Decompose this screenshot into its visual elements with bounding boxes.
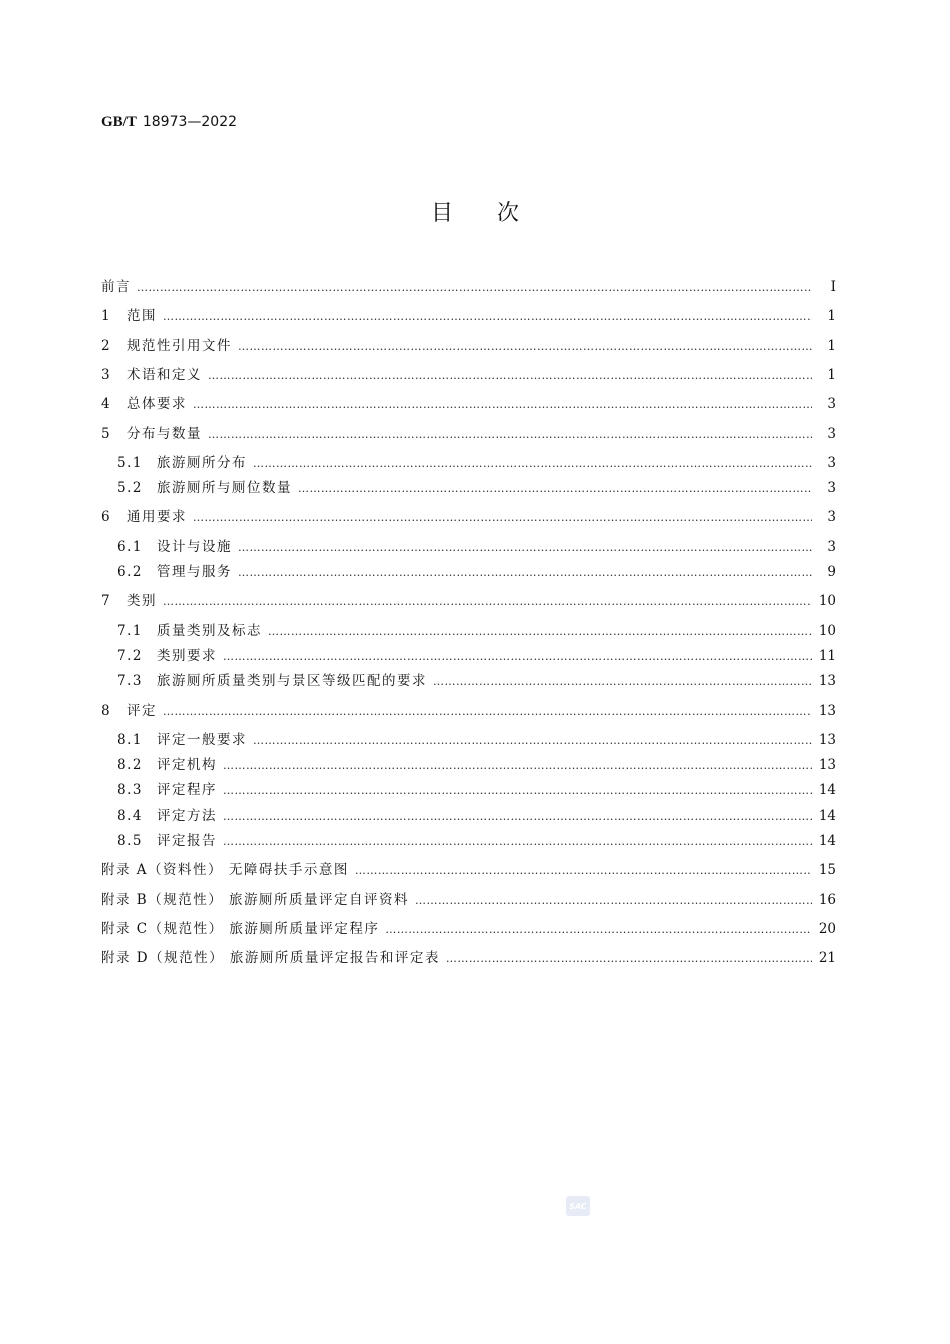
toc-label: 评定程序 bbox=[157, 782, 217, 799]
toc-entry[interactable] bbox=[101, 589, 836, 609]
toc-entry[interactable] bbox=[117, 728, 836, 748]
toc-leader-dots bbox=[163, 705, 812, 718]
toc-number: 6.1 bbox=[117, 538, 143, 555]
toc-entry[interactable] bbox=[117, 644, 836, 664]
toc-label: 旅游厕所质量类别与景区等级匹配的要求 bbox=[157, 673, 427, 690]
toc-leader-dots bbox=[238, 340, 812, 353]
toc-page-number: 13 bbox=[818, 702, 836, 719]
toc-leader-dots bbox=[208, 428, 812, 441]
toc-entry[interactable] bbox=[101, 888, 836, 908]
toc-leader-dots bbox=[446, 952, 812, 965]
toc-page-number: Ⅰ bbox=[830, 279, 836, 295]
toc-entry[interactable] bbox=[101, 275, 836, 295]
toc-label: 质量类别及标志 bbox=[157, 622, 262, 639]
toc-number: 8.1 bbox=[117, 731, 143, 748]
toc-entry[interactable] bbox=[117, 451, 836, 471]
toc-number: 8 bbox=[101, 702, 112, 719]
toc-number: 7.3 bbox=[117, 673, 143, 690]
toc-entry[interactable] bbox=[101, 699, 836, 719]
page-title: 目次 bbox=[430, 201, 563, 226]
toc-page-number: 14 bbox=[818, 807, 836, 824]
toc-leader-dots bbox=[433, 675, 812, 688]
toc-entry[interactable] bbox=[101, 392, 836, 412]
toc-number: 7.2 bbox=[117, 647, 143, 664]
toc-leader-dots bbox=[163, 595, 812, 608]
toc-leader-dots bbox=[223, 835, 812, 848]
toc-entry[interactable] bbox=[117, 476, 836, 496]
toc-page-number: 20 bbox=[818, 920, 836, 937]
toc-label: 通用要求 bbox=[127, 509, 187, 526]
toc-entry[interactable] bbox=[101, 858, 836, 878]
toc-label: 评定 bbox=[127, 702, 157, 719]
toc-label: 附录 B（规范性） 旅游厕所质量评定自评资料 bbox=[101, 891, 410, 908]
toc-label: 旅游厕所分布 bbox=[157, 454, 247, 471]
standard-prefix: GB/T bbox=[101, 114, 137, 130]
toc-page-number: 13 bbox=[818, 757, 836, 774]
toc-page-number: 1 bbox=[827, 308, 836, 325]
toc-leader-dots bbox=[238, 541, 812, 554]
toc-leader-dots bbox=[223, 810, 812, 823]
toc-label: 规范性引用文件 bbox=[127, 337, 232, 354]
toc-page-number: 13 bbox=[818, 731, 836, 748]
toc-leader-dots bbox=[193, 398, 812, 411]
toc-page-number: 9 bbox=[827, 564, 836, 580]
toc-entry[interactable] bbox=[117, 619, 836, 639]
toc-entry[interactable] bbox=[101, 334, 836, 354]
toc-leader-dots bbox=[223, 759, 812, 772]
toc-entry[interactable] bbox=[117, 804, 836, 824]
toc-number: 6 bbox=[101, 509, 112, 526]
toc-number: 5.1 bbox=[117, 454, 143, 471]
toc-leader-dots bbox=[223, 650, 812, 663]
toc-number: 3 bbox=[101, 366, 112, 383]
toc-label: 附录 D（规范性） 旅游厕所质量评定报告和评定表 bbox=[101, 950, 440, 967]
toc-number: 8.2 bbox=[117, 757, 143, 774]
toc-leader-dots bbox=[163, 310, 812, 323]
toc-label: 分布与数量 bbox=[127, 425, 202, 442]
toc-label: 类别 bbox=[127, 593, 157, 610]
toc-page-number: 14 bbox=[818, 782, 836, 799]
toc-entry[interactable] bbox=[101, 505, 836, 525]
toc-number: 8.3 bbox=[117, 782, 143, 799]
toc-leader-dots bbox=[355, 864, 812, 877]
toc-page-number: 1 bbox=[827, 337, 836, 354]
toc-page-number: 3 bbox=[827, 480, 836, 497]
toc-page-number: 3 bbox=[827, 538, 836, 555]
toc-page-number: 10 bbox=[818, 622, 836, 639]
toc-page-number: 16 bbox=[818, 891, 836, 908]
toc-number: 7.1 bbox=[117, 622, 143, 639]
toc-label: 类别要求 bbox=[157, 647, 217, 664]
toc-page-number: 13 bbox=[818, 673, 836, 690]
toc-label: 总体要求 bbox=[127, 396, 187, 413]
toc-leader-dots bbox=[238, 566, 812, 579]
toc-number: 6.2 bbox=[117, 564, 143, 580]
toc-page-number: 10 bbox=[818, 593, 836, 610]
toc-leader-dots bbox=[208, 369, 812, 382]
toc-label: 评定一般要求 bbox=[157, 731, 247, 748]
toc-entry[interactable] bbox=[117, 560, 836, 580]
toc-page-number: 3 bbox=[827, 454, 836, 471]
toc-entry[interactable] bbox=[101, 917, 836, 937]
toc-leader-dots bbox=[193, 511, 812, 524]
toc-number: 5.2 bbox=[117, 480, 143, 497]
toc-leader-dots bbox=[253, 457, 812, 470]
toc-entry[interactable] bbox=[117, 535, 836, 555]
toc-number: 8.5 bbox=[117, 833, 143, 849]
toc-leader-dots bbox=[268, 625, 812, 638]
toc-leader-dots bbox=[223, 784, 812, 797]
toc-label: 评定方法 bbox=[157, 807, 217, 824]
toc-number: 2 bbox=[101, 337, 112, 354]
toc-page-number: 3 bbox=[827, 425, 836, 442]
toc-number: 8.4 bbox=[117, 807, 143, 824]
toc-entry[interactable] bbox=[101, 422, 836, 442]
standard-code bbox=[101, 114, 237, 131]
toc-label: 范围 bbox=[127, 308, 157, 325]
toc-page-number: 15 bbox=[818, 862, 836, 879]
toc-leader-dots bbox=[298, 482, 812, 495]
toc-label: 前言 bbox=[101, 279, 131, 295]
toc-entry[interactable] bbox=[101, 304, 836, 324]
toc-label: 术语和定义 bbox=[127, 366, 202, 383]
toc-label: 管理与服务 bbox=[157, 564, 232, 580]
standard-number: 18973—2022 bbox=[142, 114, 238, 130]
toc-number: 1 bbox=[101, 308, 112, 325]
toc-label: 旅游厕所与厕位数量 bbox=[157, 480, 292, 497]
toc-number: 4 bbox=[101, 396, 112, 413]
sac-watermark-logo: SAC bbox=[566, 1196, 590, 1216]
toc-leader-dots bbox=[385, 923, 812, 936]
toc-page-number: 21 bbox=[818, 950, 836, 967]
toc-label: 设计与设施 bbox=[157, 538, 232, 555]
toc-page-number: 1 bbox=[827, 366, 836, 383]
toc-entry[interactable] bbox=[117, 778, 836, 798]
toc-leader-dots bbox=[253, 734, 812, 747]
toc-entry[interactable] bbox=[117, 669, 836, 689]
toc-page-number: 14 bbox=[818, 833, 836, 849]
toc-page-number: 11 bbox=[818, 647, 836, 664]
toc-number: 7 bbox=[101, 593, 112, 610]
toc-entry[interactable] bbox=[117, 753, 836, 773]
toc-label: 附录 C（规范性） 旅游厕所质量评定程序 bbox=[101, 920, 380, 937]
toc-page-number: 3 bbox=[827, 396, 836, 413]
toc-entry[interactable] bbox=[101, 363, 836, 383]
toc-page-number: 3 bbox=[827, 509, 836, 526]
toc-leader-dots bbox=[137, 281, 812, 294]
toc-label: 附录 A（资料性） 无障碍扶手示意图 bbox=[101, 862, 349, 879]
toc-entry[interactable] bbox=[101, 946, 836, 966]
toc-entry[interactable] bbox=[117, 829, 836, 849]
toc-label: 评定机构 bbox=[157, 757, 217, 774]
toc-leader-dots bbox=[415, 894, 812, 907]
toc-label: 评定报告 bbox=[157, 833, 217, 849]
toc-number: 5 bbox=[101, 425, 112, 442]
